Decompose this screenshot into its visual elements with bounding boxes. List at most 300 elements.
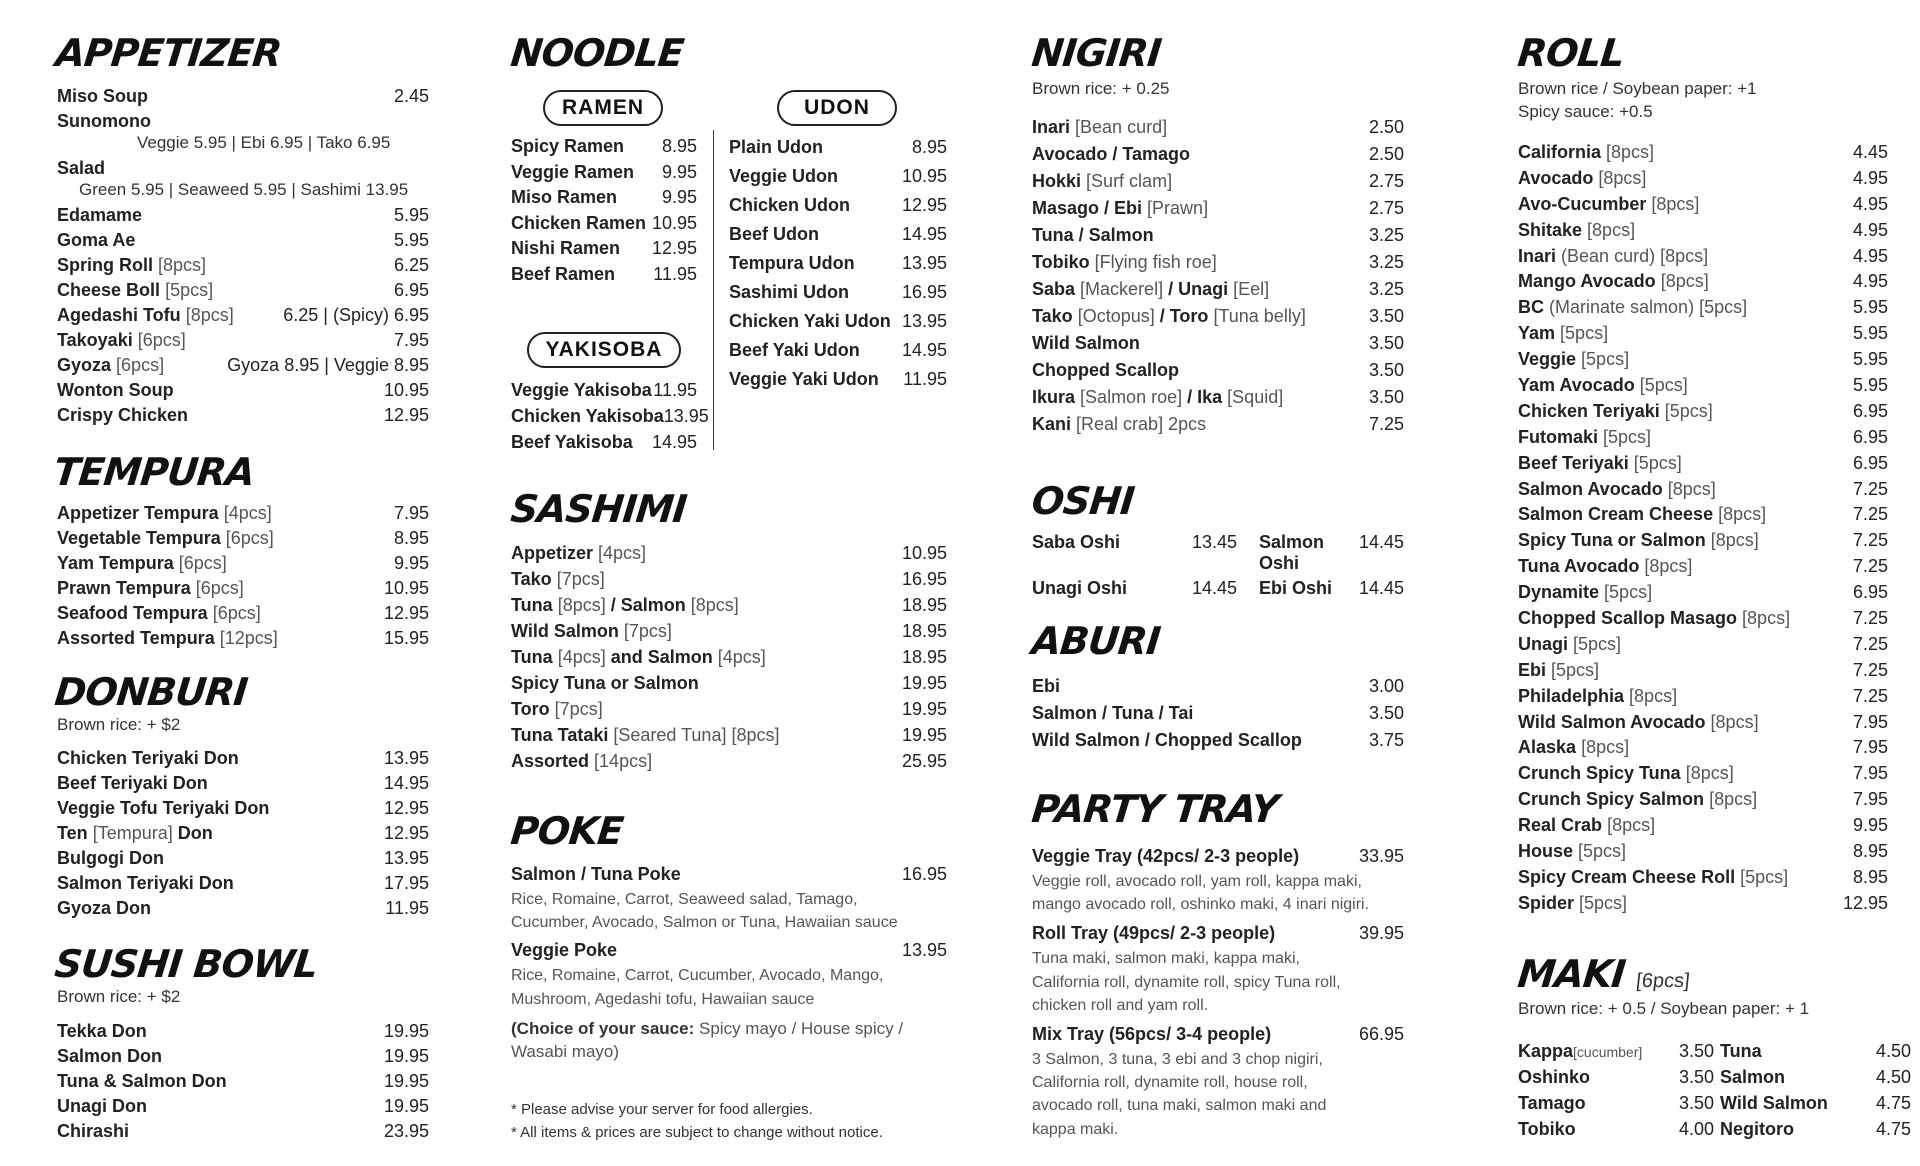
item-price: 13.95 bbox=[901, 311, 947, 331]
item-name: BC bbox=[1518, 297, 1544, 318]
item-name: Wild Salmon bbox=[511, 621, 619, 641]
menu-item bbox=[729, 253, 947, 282]
item-detail: [6pcs] bbox=[225, 528, 274, 548]
donburi-list bbox=[57, 748, 429, 923]
oshi-item-name: Salmon Oshi bbox=[1259, 532, 1325, 573]
item-price: 10.95 bbox=[383, 578, 429, 598]
item-detail: [Tempura] bbox=[92, 823, 173, 843]
item-price: 7.25 bbox=[1852, 659, 1888, 680]
allergy-note: * Please advise your server for food allergies. bbox=[511, 1101, 813, 1118]
menu-item bbox=[1032, 703, 1404, 730]
menu-item bbox=[57, 503, 429, 528]
party-tray-title: PARTY TRAY bbox=[1029, 787, 1281, 831]
maki-item-price: 4.75 bbox=[1875, 1093, 1911, 1113]
item-price: 16.95 bbox=[901, 864, 947, 884]
item-price: 3.25 bbox=[1368, 252, 1404, 272]
item-price: 7.25 bbox=[1852, 530, 1888, 551]
item-name: Mix Tray (56pcs/ 3-4 people) bbox=[1032, 1023, 1272, 1044]
item-name: Tobiko bbox=[1032, 252, 1090, 272]
item-name: Salmon Avocado bbox=[1518, 478, 1663, 499]
item-name: Agedashi Tofu bbox=[57, 305, 181, 325]
item-name: Chopped Scallop Masago bbox=[1518, 608, 1738, 629]
menu-item bbox=[57, 898, 429, 923]
item-description: Tuna maki, salmon maki, kappa maki, bbox=[1032, 950, 1300, 968]
menu-item bbox=[511, 380, 697, 406]
item-price: 7.25 bbox=[1852, 504, 1888, 525]
roll-title: ROLL bbox=[1515, 31, 1627, 75]
item-detail: [14pcs] bbox=[594, 751, 653, 771]
item-price: 11.95 bbox=[385, 898, 429, 918]
oshi-item-price: 14.45 bbox=[1358, 532, 1404, 552]
item-name: Beef Teriyaki bbox=[1518, 452, 1629, 473]
item-price: 4.95 bbox=[1852, 167, 1888, 188]
item-name: Tuna bbox=[511, 595, 553, 615]
item-name: Beef Yakisoba bbox=[511, 432, 633, 452]
menu-item: Salad bbox=[57, 158, 106, 178]
item-name: Kani bbox=[1032, 414, 1072, 434]
menu-item bbox=[511, 136, 697, 162]
menu-item bbox=[1518, 194, 1888, 220]
menu-item bbox=[1518, 375, 1888, 401]
item-detail-2: [Eel] bbox=[1233, 279, 1270, 299]
item-price: 5.95 bbox=[1852, 349, 1888, 370]
item-name: Tuna bbox=[511, 647, 553, 667]
maki-item-name: Tamago bbox=[1518, 1093, 1586, 1113]
menu-item bbox=[1518, 479, 1888, 505]
menu-item bbox=[1518, 323, 1888, 349]
item-description: avocado roll, tuna maki, salmon maki and bbox=[1032, 1097, 1327, 1115]
oshi-item-price: 14.45 bbox=[1191, 578, 1237, 598]
item-price: 12.95 bbox=[1842, 892, 1888, 913]
menu-item bbox=[1518, 349, 1888, 375]
item-name: Vegetable Tempura bbox=[57, 528, 221, 548]
item-price: 16.95 bbox=[901, 569, 947, 589]
item-detail: [8pcs] bbox=[1598, 167, 1647, 188]
item-name: Tuna Avocado bbox=[1518, 556, 1640, 577]
appetizer-title: APPETIZER bbox=[53, 31, 284, 75]
item-detail: [Octopus] bbox=[1077, 306, 1155, 326]
maki-item-price: 3.50 bbox=[1678, 1093, 1714, 1113]
maki-item-name: Wild Salmon bbox=[1720, 1093, 1828, 1113]
menu-item bbox=[1032, 279, 1404, 306]
price-change-note: * All items & prices are subject to change without notice. bbox=[511, 1123, 883, 1141]
item-name: Appetizer Tempura bbox=[57, 503, 219, 523]
item-price: 16.95 bbox=[901, 282, 947, 302]
item-name: Hokki bbox=[1032, 171, 1082, 191]
item-detail: [Mackerel] bbox=[1080, 279, 1164, 299]
item-price: 11.95 bbox=[653, 380, 697, 400]
item-price: 19.95 bbox=[383, 1071, 429, 1091]
item-price: 6.95 bbox=[1852, 452, 1888, 473]
item-name: Real Crab bbox=[1518, 815, 1603, 836]
roll-list bbox=[1518, 142, 1888, 919]
item-name: Crunch Spicy Tuna bbox=[1518, 763, 1681, 784]
sashimi-list bbox=[511, 543, 947, 777]
menu-item bbox=[511, 940, 947, 964]
item-name: Seafood Tempura bbox=[57, 603, 208, 623]
item-price: 8.95 bbox=[661, 136, 697, 156]
item-name: Ikura bbox=[1032, 387, 1076, 407]
menu-item bbox=[1518, 246, 1888, 272]
item-price: 7.95 bbox=[1852, 789, 1888, 810]
item-price: 4.95 bbox=[1852, 219, 1888, 240]
menu-item bbox=[511, 864, 947, 888]
item-name: Unagi Don bbox=[57, 1096, 147, 1116]
sauce-options-2: Wasabi mayo) bbox=[511, 1041, 620, 1061]
item-name: Avocado bbox=[1518, 167, 1594, 188]
item-price: 6.25 bbox=[393, 255, 429, 275]
ramen-label: RAMEN bbox=[543, 90, 663, 126]
sashimi-title: SASHIMI bbox=[508, 487, 689, 531]
roll-notes bbox=[1518, 78, 1757, 124]
item-price: 7.95 bbox=[1852, 737, 1888, 758]
menu-item bbox=[57, 1046, 429, 1071]
menu-item bbox=[511, 699, 947, 725]
item-detail: [6pcs] bbox=[212, 603, 261, 623]
menu-item bbox=[57, 798, 429, 823]
item-name: Saba bbox=[1032, 279, 1076, 299]
item-name: Veggie Poke bbox=[511, 940, 618, 961]
maki-item-name: Tuna bbox=[1720, 1041, 1762, 1061]
item-price: 4.95 bbox=[1852, 245, 1888, 266]
item-name: Yam Avocado bbox=[1518, 375, 1635, 396]
item-name: Salmon Don bbox=[57, 1046, 163, 1066]
oshi-item-price: 13.45 bbox=[1191, 532, 1237, 552]
menu-item bbox=[511, 187, 697, 213]
oshi-item-name: Saba Oshi bbox=[1032, 532, 1121, 552]
item-price: 8.95 bbox=[1852, 841, 1888, 862]
aburi-list bbox=[1032, 676, 1404, 757]
menu-item bbox=[1518, 815, 1888, 841]
roll-note-1: Brown rice / Soybean paper: +1 bbox=[1518, 79, 1757, 98]
menu-item bbox=[1518, 142, 1888, 168]
menu-item bbox=[511, 569, 947, 595]
menu-item bbox=[729, 282, 947, 311]
item-name: Prawn Tempura bbox=[57, 578, 191, 598]
item-name: Chicken Yakisoba bbox=[511, 406, 664, 426]
item-detail: [8pcs] bbox=[1742, 608, 1791, 629]
menu-item bbox=[511, 751, 947, 777]
menu-item bbox=[729, 166, 947, 195]
menu-item bbox=[57, 773, 429, 798]
item-price: 12.95 bbox=[383, 823, 429, 843]
item-price: 6.95 bbox=[1852, 582, 1888, 603]
item-detail: [5pcs] bbox=[1573, 633, 1622, 654]
menu-item bbox=[1518, 453, 1888, 479]
item-name: Veggie Tofu Teriyaki Don bbox=[57, 798, 270, 818]
menu-item bbox=[57, 848, 429, 873]
menu-item bbox=[729, 137, 947, 166]
item-price: 7.25 bbox=[1852, 556, 1888, 577]
item-name: Mango Avocado bbox=[1518, 271, 1656, 292]
item-name: Beef Teriyaki Don bbox=[57, 773, 208, 793]
menu-item bbox=[511, 543, 947, 569]
item-name: Chirashi bbox=[57, 1121, 130, 1141]
item-price: 19.95 bbox=[383, 1021, 429, 1041]
item-name: Spicy Ramen bbox=[511, 136, 625, 156]
menu-item bbox=[57, 1121, 429, 1146]
item-name: Crunch Spicy Salmon bbox=[1518, 789, 1705, 810]
maki-item-price: 3.50 bbox=[1678, 1041, 1714, 1061]
item-price: 18.95 bbox=[901, 621, 947, 641]
maki-item-price: 4.50 bbox=[1875, 1067, 1911, 1087]
item-description: California roll, dynamite roll, spicy Tuna roll, bbox=[1032, 973, 1341, 991]
item-detail: [8pcs] bbox=[1685, 763, 1734, 784]
item-detail: [6pcs] bbox=[195, 578, 244, 598]
item-price: 2.75 bbox=[1368, 198, 1404, 218]
item-price: 13.95 bbox=[383, 748, 429, 768]
item-detail: [Seared Tuna] [8pcs] bbox=[613, 725, 780, 745]
item-description: chicken roll and yam roll. bbox=[1032, 996, 1209, 1014]
item-price: 3.50 bbox=[1368, 306, 1404, 326]
menu-item bbox=[1032, 225, 1404, 252]
item-detail: [8pcs] bbox=[1718, 504, 1767, 525]
menu-item bbox=[57, 380, 429, 405]
item-description: Cucumber, Avocado, Salmon or Tuna, Hawaiian sauce bbox=[511, 914, 898, 932]
item-name-2: / Toro bbox=[1159, 306, 1209, 326]
item-price: 6.95 bbox=[1852, 400, 1888, 421]
item-name: Assorted bbox=[511, 751, 590, 771]
item-name: Chicken Teriyaki Don bbox=[57, 748, 239, 768]
menu-item bbox=[1518, 867, 1888, 893]
menu-item bbox=[1518, 841, 1888, 867]
item-price: 13.95 bbox=[663, 406, 709, 426]
item-name: Inari bbox=[1032, 117, 1071, 137]
udon-label: UDON bbox=[777, 90, 897, 126]
item-price: 2.50 bbox=[1368, 144, 1404, 164]
item-detail: [Prawn] bbox=[1147, 198, 1209, 218]
item-name: Chicken Teriyaki bbox=[1518, 400, 1660, 421]
menu-item bbox=[1032, 117, 1404, 144]
item-name-2: / Ika bbox=[1187, 387, 1223, 407]
menu-item bbox=[57, 1071, 429, 1096]
item-detail: [4pcs] bbox=[557, 647, 606, 667]
item-detail: [5pcs] bbox=[1581, 349, 1630, 370]
item-detail: [5pcs] bbox=[1639, 375, 1688, 396]
maki-item-name: Kappa[cucumber] bbox=[1518, 1041, 1643, 1061]
menu-item bbox=[57, 405, 429, 430]
roll-note-2: Spicy sauce: +0.5 bbox=[1518, 101, 1653, 121]
item-name: Spicy Cream Cheese Roll bbox=[1518, 866, 1736, 887]
menu-item bbox=[57, 1021, 429, 1046]
item-price: 23.95 bbox=[383, 1121, 429, 1141]
item-name: Wild Salmon / Chopped Scallop bbox=[1032, 730, 1302, 750]
maki-list bbox=[1518, 1041, 1911, 1140]
udon-list bbox=[729, 137, 947, 398]
item-price: 7.95 bbox=[1852, 711, 1888, 732]
menu-item bbox=[1032, 1024, 1404, 1048]
menu-item bbox=[511, 162, 697, 188]
item-price: 5.95 bbox=[1852, 375, 1888, 396]
menu-item bbox=[1032, 333, 1404, 360]
item-name: Beef Yaki Udon bbox=[729, 340, 860, 360]
item-price: 13.95 bbox=[901, 253, 947, 273]
item-name: Goma Ae bbox=[57, 230, 136, 250]
item-name: Spring Roll bbox=[57, 255, 153, 275]
party-tray-item bbox=[1032, 1024, 1404, 1141]
item-price: 10.95 bbox=[651, 212, 697, 233]
item-price: 18.95 bbox=[901, 647, 947, 667]
oshi-item-name: Unagi Oshi bbox=[1032, 578, 1128, 598]
item-description: mango avocado roll, oshinko maki, 4 inari nigiri. bbox=[1032, 896, 1370, 914]
item-detail: [8pcs] bbox=[1581, 737, 1630, 758]
poke-sauce bbox=[511, 1018, 903, 1064]
item-detail: [8pcs] bbox=[158, 255, 207, 275]
appetizer-list bbox=[57, 86, 429, 430]
item-name: Veggie Udon bbox=[729, 166, 839, 186]
item-detail: [12pcs] bbox=[219, 628, 278, 648]
item-detail: [5pcs] bbox=[1578, 841, 1627, 862]
footnotes bbox=[511, 1099, 883, 1144]
item-price: 7.25 bbox=[1368, 414, 1404, 434]
menu-item bbox=[57, 578, 429, 603]
item-detail: [5pcs] bbox=[1603, 426, 1652, 447]
item-name: Masago / Ebi bbox=[1032, 198, 1143, 218]
item-price: 9.95 bbox=[393, 553, 429, 573]
menu-item bbox=[57, 528, 429, 553]
menu-item bbox=[511, 621, 947, 647]
item-price: 13.95 bbox=[383, 848, 429, 868]
item-detail: [8pcs] bbox=[1710, 530, 1759, 551]
item-price: Gyoza 8.95 | Veggie 8.95 bbox=[227, 355, 429, 375]
tempura-title: TEMPURA bbox=[51, 450, 257, 494]
item-price: 3.50 bbox=[1368, 703, 1404, 723]
item-price: 66.95 bbox=[1358, 1023, 1404, 1044]
item-price: 19.95 bbox=[901, 725, 947, 745]
item-name: Alaska bbox=[1518, 737, 1577, 758]
item-name: Ebi bbox=[1518, 659, 1547, 680]
item-name: Yam bbox=[1518, 323, 1556, 344]
item-price: 18.95 bbox=[901, 595, 947, 615]
sauce-label: (Choice of your sauce: bbox=[511, 1019, 695, 1038]
maki-item-name: Negitoro bbox=[1720, 1119, 1794, 1139]
item-detail: [Surf clam] bbox=[1086, 171, 1173, 191]
item-name-2: and Salmon bbox=[610, 647, 713, 667]
item-description: kappa maki. bbox=[1032, 1120, 1119, 1138]
item-name: Crispy Chicken bbox=[57, 405, 189, 425]
item-price: 25.95 bbox=[901, 751, 947, 771]
poke-title: POKE bbox=[508, 809, 625, 853]
item-price: 5.95 bbox=[393, 205, 429, 225]
item-name: Assorted Tempura bbox=[57, 628, 215, 648]
menu-item bbox=[1032, 414, 1404, 441]
maki-item-price: 4.00 bbox=[1678, 1119, 1714, 1139]
item-name-2: Don bbox=[177, 823, 213, 843]
item-price: 11.95 bbox=[653, 263, 697, 284]
menu-item bbox=[1518, 168, 1888, 194]
item-detail: [8pcs] bbox=[1629, 685, 1678, 706]
item-name: Veggie Yaki Udon bbox=[729, 369, 879, 389]
item-name: Spider bbox=[1518, 892, 1575, 913]
item-price: 3.00 bbox=[1368, 676, 1404, 696]
item-name: Roll Tray (49pcs/ 2-3 people) bbox=[1032, 923, 1276, 944]
menu-item bbox=[1032, 144, 1404, 171]
menu-item bbox=[729, 311, 947, 340]
item-name: Appetizer bbox=[511, 543, 594, 563]
yakisoba-label: YAKISOBA bbox=[527, 332, 681, 368]
item-name: Tuna / Salmon bbox=[1032, 225, 1154, 245]
item-name: Salmon Cream Cheese bbox=[1518, 504, 1714, 525]
sauce-options: Spicy mayo / House spicy / bbox=[699, 1019, 904, 1038]
item-name: Plain Udon bbox=[729, 137, 823, 157]
yakisoba-list bbox=[511, 380, 709, 458]
item-name: Tako bbox=[511, 569, 552, 589]
maki-item-price: 4.50 bbox=[1875, 1041, 1911, 1061]
item-price: 4.45 bbox=[1852, 142, 1888, 162]
menu-item bbox=[1518, 427, 1888, 453]
item-detail: [8pcs] bbox=[1667, 478, 1716, 499]
item-name: Toro bbox=[511, 699, 550, 719]
item-name: Cheese Boll bbox=[57, 280, 161, 300]
menu-item bbox=[1032, 387, 1404, 414]
item-price: 19.95 bbox=[383, 1046, 429, 1066]
item-name: Salmon / Tuna Poke bbox=[511, 864, 681, 884]
item-price: 7.25 bbox=[1852, 633, 1888, 654]
menu-item bbox=[511, 264, 697, 290]
aburi-title: ABURI bbox=[1029, 619, 1162, 663]
item-detail: (Bean curd) [8pcs] bbox=[1561, 245, 1709, 266]
item-detail: [8pcs] bbox=[185, 305, 234, 325]
item-name: Tuna & Salmon Don bbox=[57, 1071, 227, 1091]
maki-item-name: Salmon bbox=[1720, 1067, 1786, 1087]
item-price: 7.25 bbox=[1852, 685, 1888, 706]
menu-item bbox=[57, 330, 429, 355]
menu-item bbox=[1518, 504, 1888, 530]
item-name: Ebi bbox=[1032, 676, 1061, 696]
item-name: Salmon Teriyaki Don bbox=[57, 873, 234, 893]
menu-item bbox=[57, 748, 429, 773]
maki-title-text: MAKI bbox=[1515, 952, 1628, 996]
item-name: Chicken Ramen bbox=[511, 212, 647, 233]
item-name: Wonton Soup bbox=[57, 380, 174, 400]
menu-item bbox=[57, 205, 429, 230]
item-price: 14.95 bbox=[901, 224, 947, 244]
item-price: 5.95 bbox=[393, 230, 429, 250]
item-price: 5.95 bbox=[1852, 297, 1888, 318]
item-detail: [8pcs] bbox=[1709, 789, 1758, 810]
nigiri-note: Brown rice: + 0.25 bbox=[1032, 79, 1170, 98]
maki-item-name: Oshinko bbox=[1518, 1067, 1591, 1087]
menu-item bbox=[1518, 763, 1888, 789]
item-detail: [8pcs] bbox=[1710, 711, 1759, 732]
item-name: Chicken Udon bbox=[729, 195, 851, 215]
item-detail-2: [8pcs] bbox=[690, 595, 739, 615]
poke-list bbox=[511, 864, 947, 1017]
item-price: 6.25 | (Spicy) 6.95 bbox=[283, 305, 429, 325]
item-description: Rice, Romaine, Carrot, Cucumber, Avocado, Mango, bbox=[511, 967, 884, 985]
item-detail: [8pcs] bbox=[1587, 219, 1636, 240]
menu-item bbox=[1032, 252, 1404, 279]
menu-item bbox=[1518, 737, 1888, 763]
maki-item-name: Tobiko bbox=[1518, 1119, 1576, 1139]
item-price: 12.95 bbox=[901, 195, 947, 215]
item-name: Gyoza Don bbox=[57, 898, 152, 918]
item-price: 14.95 bbox=[383, 773, 429, 793]
item-detail: [7pcs] bbox=[623, 621, 672, 641]
item-name: Veggie Ramen bbox=[511, 161, 635, 182]
item-detail: [5pcs] bbox=[1633, 452, 1682, 473]
menu-item bbox=[1518, 686, 1888, 712]
item-name: Yam Tempura bbox=[57, 553, 174, 573]
menu-item bbox=[729, 369, 947, 398]
item-detail-2: [4pcs] bbox=[717, 647, 766, 667]
item-name: Bulgogi Don bbox=[57, 848, 164, 868]
menu-item bbox=[1518, 220, 1888, 246]
menu-item bbox=[57, 355, 429, 380]
menu-item bbox=[1518, 660, 1888, 686]
item-price: 7.25 bbox=[1852, 608, 1888, 629]
item-price: 3.50 bbox=[1368, 360, 1404, 380]
